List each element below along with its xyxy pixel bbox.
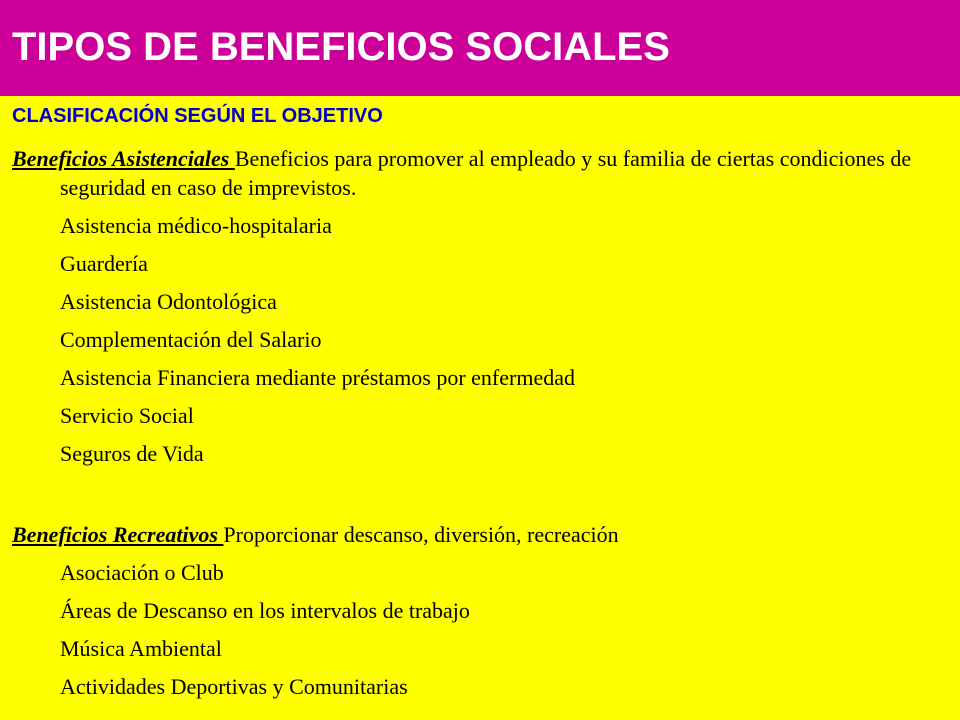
list-item: Complementación del Salario bbox=[60, 327, 322, 352]
list-item: Servicio Social bbox=[60, 403, 194, 428]
list-asistenciales bbox=[60, 207, 575, 473]
title-bar bbox=[0, 0, 960, 96]
section-asistenciales bbox=[12, 144, 960, 202]
list-item: Seguros de Vida bbox=[60, 441, 204, 466]
list-recreativos bbox=[60, 554, 470, 706]
term-recreativos: Beneficios Recreativos bbox=[12, 522, 224, 547]
list-item: Asistencia Financiera mediante préstamos por enfermedad bbox=[60, 365, 575, 390]
list-item: Asociación o Club bbox=[60, 560, 224, 585]
section-heading: CLASIFICACIÓN SEGÚN EL OBJETIVO bbox=[12, 105, 383, 127]
list-item: Música Ambiental bbox=[60, 636, 222, 661]
term-asistenciales: Beneficios Asistenciales bbox=[12, 146, 235, 171]
list-item: Guardería bbox=[60, 251, 148, 276]
slide-title: TIPOS DE BENEFICIOS SOCIALES bbox=[12, 25, 670, 69]
description-recreativos: Proporcionar descanso, diversión, recreación bbox=[223, 522, 619, 547]
list-item: Áreas de Descanso en los intervalos de trabajo bbox=[60, 598, 470, 623]
section-recreativos bbox=[12, 520, 960, 549]
description-asistenciales: Beneficios para promover al empleado y su familia de ciertas condiciones de seguridad en caso de imprevistos. bbox=[60, 146, 912, 200]
list-item: Asistencia Odontológica bbox=[60, 289, 277, 314]
list-item: Asistencia médico-hospitalaria bbox=[60, 213, 332, 238]
list-item: Actividades Deportivas y Comunitarias bbox=[60, 674, 408, 699]
